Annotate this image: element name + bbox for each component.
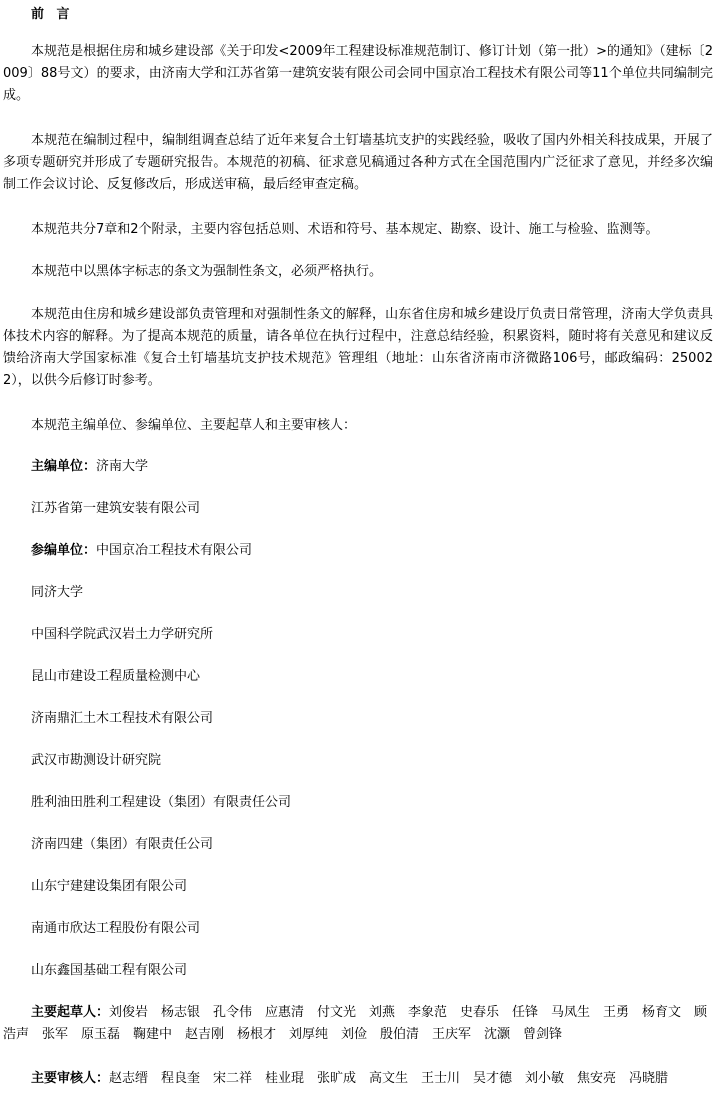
participating-unit: 山东鑫国基础工程有限公司	[31, 963, 188, 978]
participating-unit: 胜利油田胜利工程建设（集团）有限责任公司	[31, 795, 292, 810]
drafters-label: 主要起草人：	[31, 1005, 110, 1020]
participating-unit: 南通市欣达工程股份有限公司	[31, 921, 201, 936]
participating-unit: 山东宁建建设集团有限公司	[31, 879, 188, 894]
participating-line	[31, 540, 252, 562]
chief-editor-line	[31, 456, 148, 478]
management-paragraph: 本规范由住房和城乡建设部负责管理和对强制性条文的解释，山东省住房和城乡建设厅负责日常管理，济南大学负责具体技术内容的解释。为了提高本规范的质量，请各单位在执行过程中，注意总结经验，积累资料，随时将有关意见和建议反馈给济南大学国家标准《复合土钉墙基坑支护技术规范》管理组（地址：山东省济南市济微路106号，邮政编码：250022），以供今后修订时参考。	[3, 307, 713, 388]
participating-unit: 中国科学院武汉岩土力学研究所	[31, 627, 214, 642]
chief-editor-label: 主编单位：	[31, 459, 97, 474]
chief-editor-unit: 江苏省第一建筑安装有限公司	[31, 501, 201, 516]
drafters-names: 刘俊岩 杨志银 孔令伟 应惠清 付文光 刘燕 李象范 史春乐 任锋 马凤生 王勇 杨育文 顾浩声 张军 原玉磊 鞠建中 赵吉刚 杨根才 刘厚纯 刘俭 殷伯清 王庆军 沈灏 曾剑锋	[3, 1005, 708, 1042]
participating-label: 参编单位：	[31, 543, 97, 558]
reviewers-names: 赵志缙 程良奎 宋二祥 桂业琨 张旷成 高文生 王士川 吴才德 刘小敏 焦安亮 冯晓腊	[109, 1071, 669, 1086]
participating-unit: 济南鼎汇土木工程技术有限公司	[31, 711, 214, 726]
reviewers-block	[3, 1068, 715, 1090]
units-intro-paragraph: 本规范主编单位、参编单位、主要起草人和主要审核人：	[31, 418, 357, 433]
contents-paragraph: 本规范共分7章和2个附录，主要内容包括总则、术语和符号、基本规定、勘察、设计、施工与检验、监测等。	[31, 222, 659, 237]
drafters-block	[3, 1002, 715, 1046]
chief-editor-unit: 济南大学	[96, 459, 149, 474]
page-title: 前 言	[31, 7, 74, 22]
intro-paragraph: 本规范是根据住房和城乡建设部《关于印发<2009年工程建设标准规范制订、修订计划（第一批）>的通知》（建标〔2009〕88号文）的要求，由济南大学和江苏省第一建筑安装有限公司会同中国京冶工程技术有限公司等11个单位共同编制完成。	[3, 44, 713, 103]
participating-unit: 中国京冶工程技术有限公司	[96, 543, 253, 558]
participating-unit: 武汉市勘测设计研究院	[31, 753, 162, 768]
participating-unit: 昆山市建设工程质量检测中心	[31, 669, 201, 684]
mandatory-clause-paragraph: 本规范中以黑体字标志的条文为强制性条文，必须严格执行。	[31, 264, 383, 279]
compilation-paragraph: 本规范在编制过程中，编制组调查总结了近年来复合土钉墙基坑支护的实践经验，吸收了国内外相关科技成果，开展了多项专题研究并形成了专题研究报告。本规范的初稿、征求意见稿通过各种方式在全国范围内广泛征求了意见，并经多次编制工作会议讨论、反复修改后，形成送审稿，最后经审查定稿。	[3, 133, 713, 192]
reviewers-label: 主要审核人：	[31, 1071, 110, 1086]
participating-unit: 同济大学	[31, 585, 84, 600]
participating-unit: 济南四建（集团）有限责任公司	[31, 837, 214, 852]
